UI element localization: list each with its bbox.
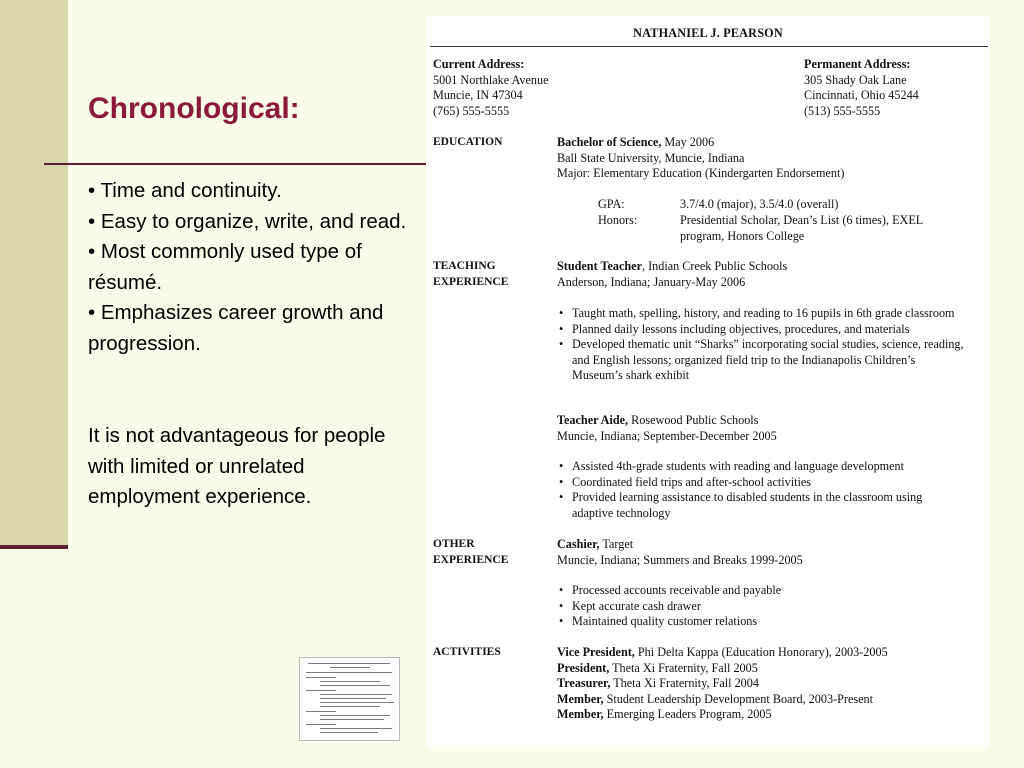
side-accent-rule xyxy=(0,545,68,549)
slide-note: It is not advantageous for people with limited or unrelated employment experience. xyxy=(88,424,386,508)
resume-document xyxy=(426,16,990,748)
heading-line: OTHER xyxy=(433,538,475,550)
slide-bullet: • Time and continuity. xyxy=(88,179,282,202)
job-cashier xyxy=(557,537,803,568)
job-student-teacher-bullets xyxy=(557,306,967,384)
activity-item xyxy=(557,692,888,708)
current-address-label: Current Address: xyxy=(433,57,525,71)
current-address xyxy=(433,57,549,119)
resume-name: NATHANIEL J. PEARSON xyxy=(633,26,783,40)
heading-line: EXPERIENCE xyxy=(433,553,509,566)
job-location: Muncie, Indiana; September-December 2005 xyxy=(557,428,777,443)
permanent-address xyxy=(804,57,919,119)
activities-list xyxy=(557,645,888,723)
activity-item xyxy=(557,645,888,661)
education-heading: EDUCATION xyxy=(433,136,503,148)
honors-value xyxy=(680,213,923,244)
activity-role: Member, xyxy=(557,691,604,706)
job-cashier-bullets xyxy=(557,583,967,630)
activity-role: President, xyxy=(557,660,610,675)
address-line: (765) 555-5555 xyxy=(433,103,510,118)
title-underline-rule xyxy=(44,163,426,165)
activity-role: Member, xyxy=(557,707,604,722)
bullet-item: • Taught math, spelling, history, and reading to 16 pupils in 6th grade classroom xyxy=(557,306,967,322)
activity-detail: Phi Delta Kappa (Education Honorary), 2003-2005 xyxy=(634,645,888,659)
honors-label: Honors: xyxy=(598,213,638,227)
honors-line: Presidential Scholar, Dean’s List (6 times), EXEL xyxy=(680,213,924,227)
address-line: Cincinnati, Ohio 45244 xyxy=(804,88,919,103)
heading-line: EXPERIENCE xyxy=(433,275,509,288)
job-org: , Indian Creek Public Schools xyxy=(641,259,788,273)
job-title: Student Teacher xyxy=(557,259,642,273)
job-teacher-aide-bullets xyxy=(557,459,967,521)
job-location: Anderson, Indiana; January-May 2006 xyxy=(557,274,746,289)
bullet-item: • Coordinated field trips and after-school activities xyxy=(557,475,967,491)
address-line: (513) 555-5555 xyxy=(804,103,881,118)
job-org: Rosewood Public Schools xyxy=(628,413,759,427)
education-section xyxy=(557,135,844,182)
slide-bullet: • Most commonly used type of résumé. xyxy=(88,240,362,294)
degree: Bachelor of Science, xyxy=(557,135,662,149)
activity-role: Vice President, xyxy=(557,645,635,659)
activity-item xyxy=(557,661,888,677)
honors-line: program, Honors College xyxy=(680,228,805,243)
permanent-address-label: Permanent Address: xyxy=(804,57,911,71)
activity-detail: Theta Xi Fraternity, Fall 2005 xyxy=(609,660,758,675)
teaching-heading xyxy=(433,259,508,290)
job-org: Target xyxy=(599,537,634,551)
activity-role: Treasurer, xyxy=(557,676,611,691)
bullet-item: • Processed accounts receivable and payable xyxy=(557,583,967,599)
heading-line: TEACHING xyxy=(433,260,496,272)
slide-bullet-list xyxy=(88,176,423,359)
bullet-item: • Maintained quality customer relations xyxy=(557,614,967,630)
job-student-teacher xyxy=(557,259,787,290)
school: Ball State University, Muncie, Indiana xyxy=(557,150,745,165)
resume-header-rule xyxy=(430,46,988,47)
bullet-item: • Planned daily lessons including objectives, procedures, and materials xyxy=(557,322,967,338)
other-experience-heading xyxy=(433,537,508,568)
job-teacher-aide xyxy=(557,413,777,444)
job-title: Cashier, xyxy=(557,537,600,551)
bullet-item: • Assisted 4th-grade students with reading and language development xyxy=(557,459,967,475)
bullet-item: • Kept accurate cash drawer xyxy=(557,599,967,615)
resume-thumbnail xyxy=(299,657,400,741)
bullet-item: • Provided learning assistance to disabled students in the classroom using adaptive technology xyxy=(557,490,947,521)
address-line: 5001 Northlake Avenue xyxy=(433,72,549,87)
address-line: 305 Shady Oak Lane xyxy=(804,72,907,87)
degree-date: May 2006 xyxy=(661,135,715,149)
activity-detail: Emerging Leaders Program, 2005 xyxy=(603,707,772,722)
gpa-value: 3.7/4.0 (major), 3.5/4.0 (overall) xyxy=(680,197,839,211)
job-location: Muncie, Indiana; Summers and Breaks 1999-2005 xyxy=(557,552,803,567)
address-line: Muncie, IN 47304 xyxy=(433,88,523,103)
activity-detail: Theta Xi Fraternity, Fall 2004 xyxy=(610,676,759,691)
activity-item xyxy=(557,707,888,723)
activity-detail: Student Leadership Development Board, 2003-Present xyxy=(603,691,874,706)
gpa-label: GPA: xyxy=(598,197,625,211)
major: Major: Elementary Education (Kindergarten Endorsement) xyxy=(557,166,845,181)
job-title: Teacher Aide, xyxy=(557,413,629,427)
slide-title: Chronological: xyxy=(88,92,300,125)
activities-heading: ACTIVITIES xyxy=(433,646,501,658)
side-band xyxy=(0,0,68,545)
slide-bullet: • Emphasizes career growth and progression. xyxy=(88,301,384,355)
slide-bullet: • Easy to organize, write, and read. xyxy=(88,209,407,233)
bullet-item: • Developed thematic unit “Sharks” incorporating social studies, science, reading, and English lessons; organized field trip to the Indianapolis Children’s Museum’s shark exhibit xyxy=(557,337,967,384)
activity-item xyxy=(557,676,888,692)
